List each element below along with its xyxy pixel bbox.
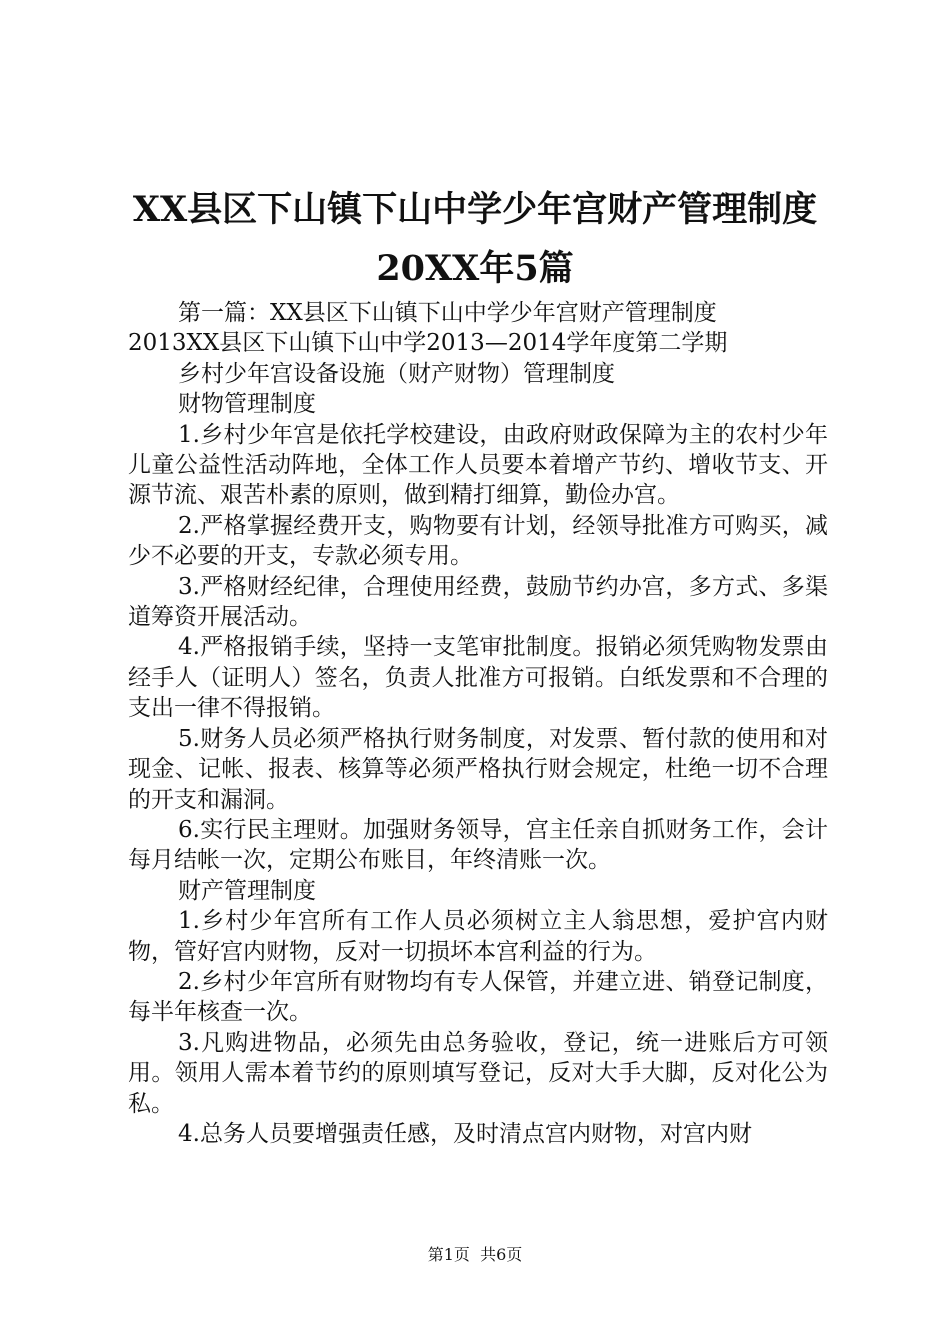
document-body bbox=[128, 298, 828, 1149]
paragraph-subheading-finance: 财物管理制度 bbox=[178, 391, 316, 418]
paragraph-subheading-property: 财产管理制度 bbox=[178, 877, 316, 904]
paragraph-finance-rule-6: 6.实行民主理财。加强财务领导，宫主任亲自抓财务工作，会计每月结帐一次，定期公布账目，年终清账一次。 bbox=[128, 816, 828, 874]
page-footer bbox=[0, 1245, 950, 1265]
paragraph-property-rule-4: 4.总务人员要增强责任感，及时清点宫内财物，对宫内财 bbox=[178, 1120, 752, 1147]
paragraph-heading-part1: 第一篇：XX县区下山镇下山中学少年宫财产管理制度 bbox=[178, 300, 717, 326]
paragraph-property-rule-1: 1.乡村少年宫所有工作人员必须树立主人翁思想，爱护宫内财物，管好宫内财物，反对一切损坏本宫利益的行为。 bbox=[128, 908, 828, 965]
paragraph-property-rule-2: 2.乡村少年宫所有财物均有专人保管，并建立进、销登记制度，每半年核查一次。 bbox=[128, 968, 828, 1026]
document-title-line-1: XX县区下山镇下山中学少年宫财产管理制度 bbox=[132, 189, 818, 230]
page-number-current: 第1页 bbox=[427, 1245, 470, 1264]
paragraph-finance-rule-5: 5.财务人员必须严格执行财务制度，对发票、暂付款的使用和对现金、记帐、报表、核算等必须严格执行财会规定，杜绝一切不合理的开支和漏洞。 bbox=[128, 725, 828, 813]
paragraph-property-rule-3: 3.凡购进物品，必须先由总务验收，登记，统一进账后方可领用。领用人需本着节约的原则填写登记，反对大手大脚，反对化公为私。 bbox=[128, 1029, 828, 1117]
paragraph-school-term: 2013XX县区下山镇下山中学2013—2014学年度第二学期 bbox=[128, 330, 728, 357]
paragraph-finance-rule-3: 3.严格财经纪律，合理使用经费，鼓励节约办宫，多方式、多渠道筹资开展活动。 bbox=[128, 573, 828, 631]
paragraph-finance-rule-2: 2.严格掌握经费开支，购物要有计划，经领导批准方可购买，减少不必要的开支，专款必须专用。 bbox=[128, 512, 828, 570]
paragraph-finance-rule-4: 4.严格报销手续，坚持一支笔审批制度。报销必须凭购物发票由经手人（证明人）签名，负责人批准方可报销。白纸发票和不合理的支出一律不得报销。 bbox=[128, 634, 828, 722]
document-title-line-2: 20XX年5篇 bbox=[376, 248, 574, 289]
paragraph-section-title: 乡村少年宫设备设施（财产财物）管理制度 bbox=[178, 360, 615, 387]
page-number-total: 共6页 bbox=[480, 1245, 523, 1264]
paragraph-finance-rule-1: 1.乡村少年宫是依托学校建设，由政府财政保障为主的农村少年儿童公益性活动阵地，全体工作人员要本着增产节约、增收节支、开源节流、艰苦朴素的原则，做到精打细算，勤俭办宫。 bbox=[128, 421, 828, 509]
